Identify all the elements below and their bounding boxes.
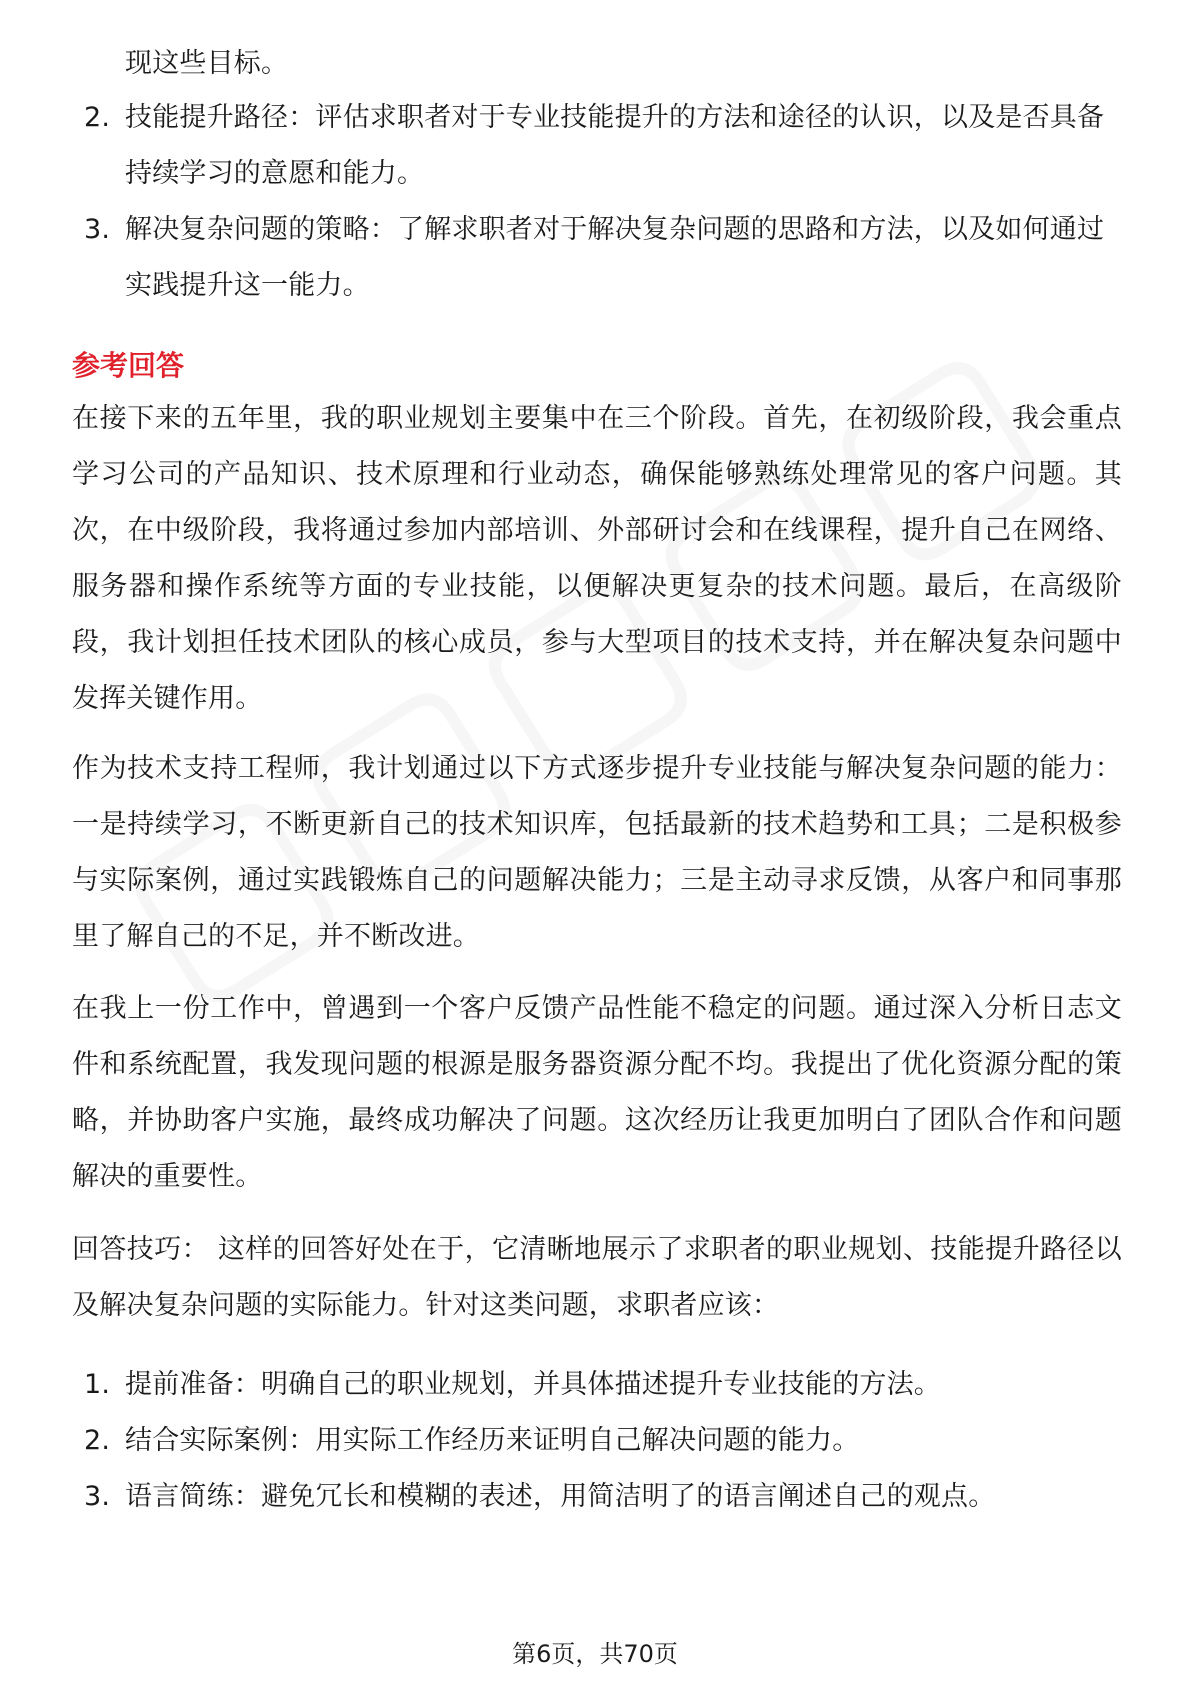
list-number: 2.: [84, 1425, 111, 1456]
top-numbered-list: [0, 90, 1190, 314]
answer-paragraph-2: 作为技术支持工程师，我计划通过以下方式逐步提升专业技能与解决复杂问题的能力：一是持续学习，不断更新自己的技术知识库，包括最新的技术趋势和工具；二是积极参与实际案例，通过实践锻炼自己的问题解决能力；三是主动寻求反馈，从客户和同事那里了解自己的不足，并不断改进。: [72, 753, 1122, 952]
list-item: [0, 1357, 1190, 1413]
list-item: [0, 202, 1190, 314]
list-number: 2.: [84, 102, 111, 133]
list-item-text: 结合实际案例：用实际工作经历来证明自己解决问题的能力。: [125, 1425, 860, 1456]
tips-paragraph: 回答技巧： 这样的回答好处在于，它清晰地展示了求职者的职业规划、技能提升路径以及解决复杂问题的实际能力。针对这类问题，求职者应该：: [72, 1234, 1122, 1321]
list-item-text: 语言简练：避免冗长和模糊的表述，用简洁明了的语言阐述自己的观点。: [125, 1481, 996, 1512]
list-item: [0, 90, 1190, 202]
section-heading: 参考回答: [72, 349, 185, 382]
page-number-footer: 第6页，共70页: [512, 1640, 678, 1668]
list-item-text: 提前准备：明确自己的职业规划，并具体描述提升专业技能的方法。: [125, 1369, 941, 1400]
list-number: 1.: [84, 1369, 111, 1400]
list-item: [0, 1469, 1190, 1525]
answer-paragraph-1: 在接下来的五年里，我的职业规划主要集中在三个阶段。首先，在初级阶段，我会重点学习公司的产品知识、技术原理和行业动态，确保能够熟练处理常见的客户问题。其次，在中级阶段，我将通过参加内部培训、外部研讨会和在线课程，提升自己在网络、服务器和操作系统等方面的专业技能，以便解决更复杂的技术问题。最后，在高级阶段，我计划担任技术团队的核心成员，参与大型项目的技术支持，并在解决复杂问题中发挥关键作用。: [72, 403, 1122, 714]
tips-numbered-list: [0, 1357, 1190, 1525]
list-item-text: 技能提升路径：评估求职者对于专业技能提升的方法和途径的认识，以及是否具备持续学习的意愿和能力。: [125, 102, 1105, 189]
list-number: 3.: [84, 214, 111, 245]
list-number: 3.: [84, 1481, 111, 1512]
list-continuation: 现这些目标。: [125, 48, 289, 79]
list-item-text: 解决复杂问题的策略：了解求职者对于解决复杂问题的思路和方法，以及如何通过实践提升这一能力。: [125, 214, 1105, 301]
answer-paragraph-3: 在我上一份工作中，曾遇到一个客户反馈产品性能不稳定的问题。通过深入分析日志文件和系统配置，我发现问题的根源是服务器资源分配不均。我提出了优化资源分配的策略，并协助客户实施，最终成功解决了问题。这次经历让我更加明白了团队合作和问题解决的重要性。: [72, 993, 1122, 1192]
list-item: [0, 1413, 1190, 1469]
